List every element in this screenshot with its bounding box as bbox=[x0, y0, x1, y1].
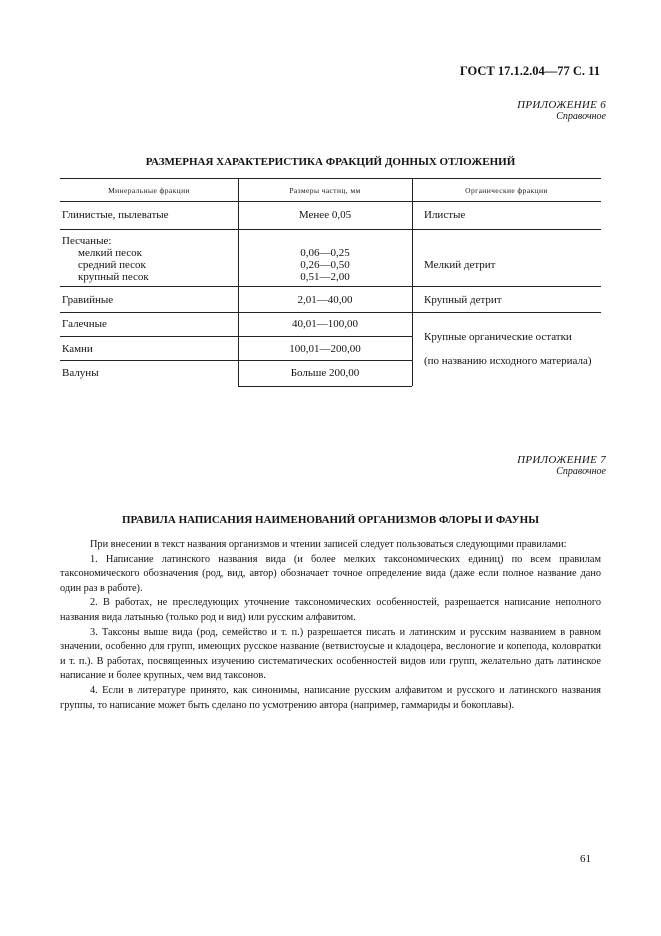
cell-size-clay: Менее 0,05 bbox=[298, 209, 352, 221]
table-title: РАЗМЕРНАЯ ХАРАКТЕРИСТИКА ФРАКЦИЙ ДОННЫХ ОТЛОЖЕНИЙ bbox=[145, 156, 516, 168]
rules-paragraph-4: 4. Если в литературе принято, как синонимы, написание русским алфавитом и русского и латинского названия группы, то написание может быть сделано по усмотрению автора (например, гаммариды и бокоплавы). bbox=[60, 684, 601, 711]
cell-organic-coarse-remains-note: (по названию исходного материала) bbox=[424, 355, 592, 367]
cell-size-sand-coarse: 0,51—2,00 bbox=[300, 271, 350, 283]
table-header-rule bbox=[60, 201, 601, 202]
column-header-organic: Органические фракции bbox=[465, 186, 548, 195]
cell-size-pebble: 40,01—100,00 bbox=[292, 318, 358, 330]
appendix-6-caption bbox=[420, 99, 606, 123]
page-number: 61 bbox=[580, 853, 591, 865]
table-bottom-rule bbox=[238, 386, 412, 387]
cell-size-boulder: Больше 200,00 bbox=[290, 367, 360, 379]
cell-size-stone: 100,01—200,00 bbox=[289, 343, 361, 355]
cell-organic-silt: Илистые bbox=[424, 209, 466, 221]
cell-mineral-sand-medium: средний песок bbox=[78, 259, 146, 271]
cell-size-sand-medium: 0,26—0,50 bbox=[300, 259, 350, 271]
table-column-rule bbox=[412, 178, 413, 386]
table-row-rule bbox=[60, 229, 601, 230]
table-row-rule bbox=[60, 312, 601, 313]
rules-paragraph-1: 1. Написание латинского названия вида (и более мелких таксономических единиц) по всем правилам таксономического обозначения (род, вид, автор) обозначает точное определение вида (даже если полное название дано один раз в работе). bbox=[60, 553, 601, 594]
cell-mineral-gravel: Гравийные bbox=[62, 294, 114, 306]
cell-organic-coarse-detritus: Крупный детрит bbox=[424, 294, 502, 306]
rules-paragraph-3: 3. Таксоны выше вида (род, семейство и т. п.) разрешается писать и латинским и русским названием в равном значении, особенно для групп, имеющих русское название (ветвистоусые и кладоцера, веслоногие и копепода, коловратки и т. п.). В работах, посвященных изучению систематических особенностей видов или групп, желательно дать латинское написание и более крупных, чем вид таксонов. bbox=[60, 626, 601, 682]
cell-mineral-pebble: Галечные bbox=[62, 318, 107, 330]
rules-title: ПРАВИЛА НАПИСАНИЯ НАИМЕНОВАНИЙ ОРГАНИЗМОВ ФЛОРЫ И ФАУНЫ bbox=[121, 514, 540, 526]
cell-mineral-stone: Камни bbox=[62, 343, 93, 355]
table-row-rule bbox=[60, 360, 412, 361]
appendix-7-label: ПРИЛОЖЕНИЕ 7 bbox=[517, 454, 606, 466]
rules-intro-paragraph: При внесении в текст названия организмов и чтении записей следует пользоваться следующими правилами: bbox=[90, 539, 567, 550]
rules-body bbox=[60, 538, 601, 713]
table-row-rule bbox=[60, 286, 601, 287]
cell-mineral-sand: Песчаные: bbox=[62, 235, 112, 247]
appendix-7-sublabel: Справочное bbox=[556, 466, 606, 477]
cell-mineral-sand-fine: мелкий песок bbox=[78, 247, 142, 259]
document-header: ГОСТ 17.1.2.04—77 С. 11 bbox=[459, 64, 600, 78]
appendix-6-label: ПРИЛОЖЕНИЕ 6 bbox=[517, 99, 606, 111]
cell-organic-fine-detritus: Мелкий детрит bbox=[424, 259, 496, 271]
appendix-7-caption bbox=[420, 454, 606, 478]
cell-mineral-boulder: Валуны bbox=[62, 367, 99, 379]
column-header-size: Размеры частиц, мм bbox=[289, 186, 361, 195]
column-header-mineral: Минеральные фракции bbox=[108, 186, 190, 195]
cell-size-sand-fine: 0,06—0,25 bbox=[300, 247, 350, 259]
cell-size-gravel: 2,01—40,00 bbox=[297, 294, 353, 306]
rules-paragraph-2: 2. В работах, не преследующих уточнение таксономических особенностей, разрешается написание неполного названия вида латынью (только род и вид) или русским алфавитом. bbox=[60, 597, 601, 623]
appendix-6-sublabel: Справочное bbox=[556, 111, 606, 122]
cell-organic-coarse-remains: Крупные органические остатки bbox=[424, 331, 572, 343]
table-top-rule bbox=[60, 178, 601, 179]
cell-mineral-sand-coarse: крупный песок bbox=[78, 271, 149, 283]
cell-mineral-clay: Глинистые, пылеватые bbox=[62, 209, 169, 221]
table-row-rule bbox=[60, 336, 412, 337]
